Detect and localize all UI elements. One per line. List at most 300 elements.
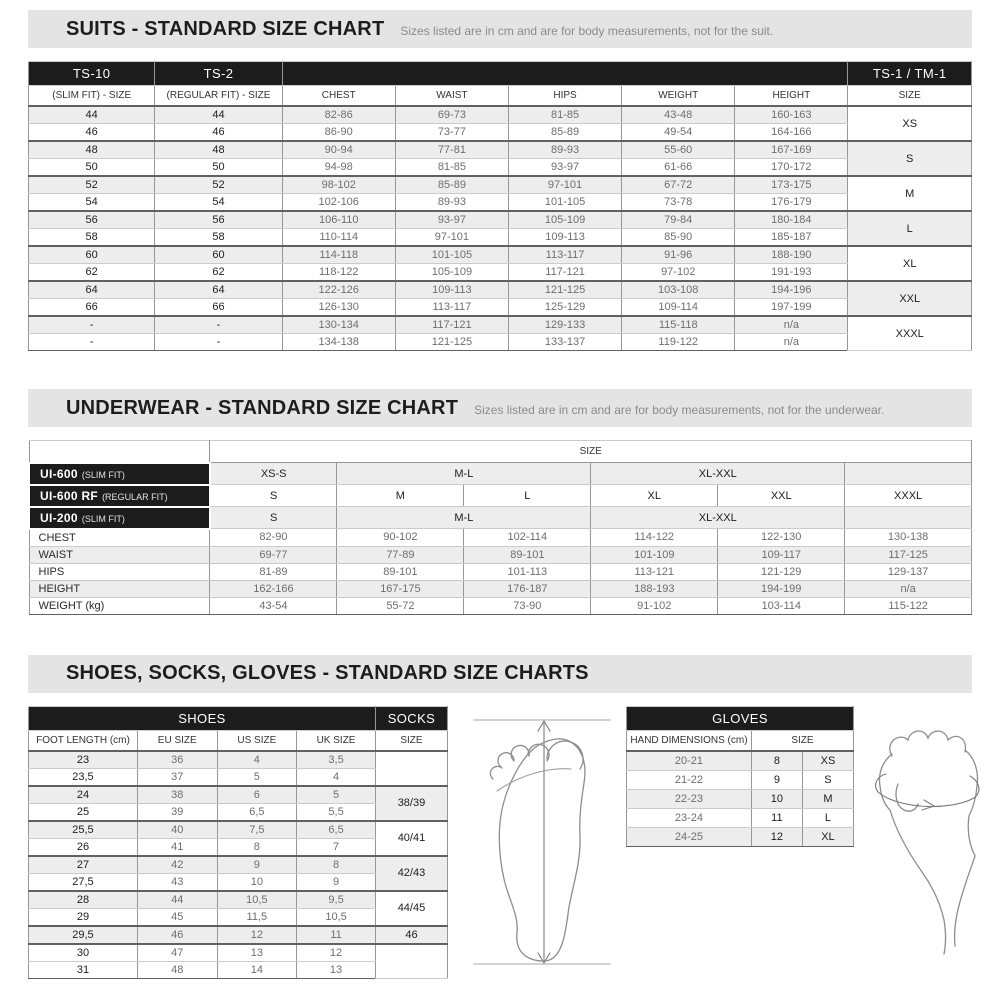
underwear-title-band bbox=[28, 389, 972, 427]
shoe-size-cell: 12 bbox=[297, 944, 376, 962]
footwear-title-band bbox=[28, 655, 972, 693]
underwear-measure-cell: 73-90 bbox=[464, 597, 591, 614]
shoe-footlength-cell: 25,5 bbox=[29, 821, 138, 839]
underwear-measure-cell: 122-130 bbox=[718, 529, 845, 547]
socks-header: SOCKS bbox=[375, 706, 447, 730]
shoe-footlength-cell: 25 bbox=[29, 803, 138, 821]
glove-letter-cell: L bbox=[802, 808, 853, 827]
suits-data-row bbox=[29, 124, 972, 142]
suit-measure-cell: 102-106 bbox=[282, 194, 395, 212]
suits-data-row bbox=[29, 176, 972, 194]
suit-measure-cell: 89-93 bbox=[395, 194, 508, 212]
suit-size-cell: 52 bbox=[29, 176, 155, 194]
shoes-subheader-row bbox=[29, 730, 448, 751]
suit-size-cell: 58 bbox=[29, 229, 155, 247]
underwear-measure-cell: 113-121 bbox=[591, 563, 718, 580]
glove-dimension-cell: 22-23 bbox=[627, 789, 752, 808]
suit-measure-cell: 55-60 bbox=[622, 141, 735, 159]
shoe-size-cell: 8 bbox=[297, 856, 376, 874]
glove-number-cell: 8 bbox=[751, 751, 802, 771]
suit-measure-cell: 115-118 bbox=[622, 316, 735, 334]
underwear-measure-cell: 129-137 bbox=[845, 563, 972, 580]
underwear-measure-row bbox=[29, 597, 972, 614]
suit-measure-cell: 121-125 bbox=[508, 281, 621, 299]
underwear-measure-row bbox=[29, 563, 972, 580]
suit-measure-cell: 105-109 bbox=[508, 211, 621, 229]
underwear-model-row bbox=[29, 485, 972, 507]
shoe-footlength-cell: 24 bbox=[29, 786, 138, 804]
suit-measure-cell: 119-122 bbox=[622, 334, 735, 351]
underwear-title: UNDERWEAR - STANDARD SIZE CHART bbox=[66, 396, 459, 419]
suit-intl-size-cell: XXL bbox=[848, 281, 972, 316]
suits-column-header: CHEST bbox=[282, 86, 395, 107]
shoe-size-cell: 13 bbox=[297, 961, 376, 978]
footwear-content-row bbox=[28, 706, 972, 983]
suits-column-header: HIPS bbox=[508, 86, 621, 107]
suits-header-spacer bbox=[282, 62, 848, 86]
underwear-size-cell: L bbox=[464, 485, 591, 507]
underwear-measure-cell: 43-54 bbox=[210, 597, 337, 614]
suit-size-cell: 52 bbox=[155, 176, 282, 194]
suit-size-cell: 64 bbox=[155, 281, 282, 299]
shoe-size-cell: 10 bbox=[217, 873, 297, 891]
suit-measure-cell: 167-169 bbox=[735, 141, 848, 159]
underwear-size-cell: M bbox=[337, 485, 464, 507]
shoe-footlength-cell: 27,5 bbox=[29, 873, 138, 891]
suit-size-cell: 54 bbox=[155, 194, 282, 212]
underwear-subtitle: Sizes listed are in cm and are for body measurements, not for the underwear. bbox=[474, 402, 885, 417]
shoes-header: SHOES bbox=[29, 706, 376, 730]
gloves-data-row bbox=[627, 827, 854, 846]
underwear-measure-label: HIPS bbox=[29, 563, 210, 580]
glove-number-cell: 10 bbox=[751, 789, 802, 808]
suits-data-row bbox=[29, 334, 972, 351]
suit-measure-cell: 109-114 bbox=[622, 299, 735, 317]
suits-section bbox=[28, 10, 972, 351]
suit-size-cell: - bbox=[29, 334, 155, 351]
underwear-measure-cell: 114-122 bbox=[591, 529, 718, 547]
shoe-footlength-cell: 27 bbox=[29, 856, 138, 874]
underwear-size-cell: S bbox=[210, 507, 337, 529]
suit-measure-cell: 85-90 bbox=[622, 229, 735, 247]
shoe-size-cell: 13 bbox=[217, 944, 297, 962]
suit-measure-cell: 130-134 bbox=[282, 316, 395, 334]
underwear-measure-cell: 109-117 bbox=[718, 546, 845, 563]
suit-measure-cell: 89-93 bbox=[508, 141, 621, 159]
underwear-measure-row bbox=[29, 529, 972, 547]
gloves-header: GLOVES bbox=[627, 706, 854, 730]
sock-size-cell bbox=[375, 944, 447, 979]
shoe-size-cell: 4 bbox=[217, 751, 297, 769]
suit-size-cell: 48 bbox=[29, 141, 155, 159]
shoe-size-cell: 47 bbox=[137, 944, 217, 962]
suit-measure-cell: 85-89 bbox=[508, 124, 621, 142]
shoe-size-cell: 43 bbox=[137, 873, 217, 891]
suit-measure-cell: 82-86 bbox=[282, 106, 395, 124]
underwear-measure-cell: 115-122 bbox=[845, 597, 972, 614]
hand-measurement-illustration bbox=[856, 712, 990, 977]
footwear-title: SHOES, SOCKS, GLOVES - STANDARD SIZE CHARTS bbox=[66, 662, 589, 684]
shoes-data-row bbox=[29, 751, 448, 769]
suit-measure-cell: 101-105 bbox=[508, 194, 621, 212]
underwear-model-fit: (SLIM FIT) bbox=[81, 513, 125, 524]
shoe-size-cell: 6,5 bbox=[217, 803, 297, 821]
suit-measure-cell: 105-109 bbox=[395, 264, 508, 282]
underwear-size-cell: M-L bbox=[337, 463, 591, 485]
suits-data-row bbox=[29, 159, 972, 177]
suit-measure-cell: 93-97 bbox=[395, 211, 508, 229]
shoe-size-cell: 9 bbox=[217, 856, 297, 874]
suits-header-ts1tm1: TS-1 / TM-1 bbox=[848, 62, 972, 86]
suit-measure-cell: 109-113 bbox=[395, 281, 508, 299]
suit-size-cell: 56 bbox=[29, 211, 155, 229]
shoe-footlength-cell: 30 bbox=[29, 944, 138, 962]
underwear-corner-cell bbox=[29, 441, 210, 463]
suit-size-cell: 60 bbox=[155, 246, 282, 264]
suit-size-cell: - bbox=[155, 334, 282, 351]
shoes-column-header: US SIZE bbox=[217, 730, 297, 751]
suit-size-cell: 58 bbox=[155, 229, 282, 247]
underwear-size-cell bbox=[845, 463, 972, 485]
gloves-data-row bbox=[627, 751, 854, 771]
suit-measure-cell: 122-126 bbox=[282, 281, 395, 299]
underwear-model-label bbox=[29, 485, 210, 507]
underwear-size-cell bbox=[845, 507, 972, 529]
underwear-measure-cell: 102-114 bbox=[464, 529, 591, 547]
suits-column-header: WEIGHT bbox=[622, 86, 735, 107]
suit-measure-cell: 106-110 bbox=[282, 211, 395, 229]
underwear-measure-label: CHEST bbox=[29, 529, 210, 547]
suits-data-row bbox=[29, 246, 972, 264]
glove-dimension-cell: 23-24 bbox=[627, 808, 752, 827]
underwear-section bbox=[28, 389, 972, 615]
underwear-size-cell: M-L bbox=[337, 507, 591, 529]
shoe-size-cell: 40 bbox=[137, 821, 217, 839]
underwear-measure-label: WAIST bbox=[29, 546, 210, 563]
shoe-size-cell: 36 bbox=[137, 751, 217, 769]
underwear-measure-cell: 81-89 bbox=[210, 563, 337, 580]
footwear-section bbox=[28, 655, 972, 983]
underwear-model-label bbox=[29, 463, 210, 485]
shoes-data-row bbox=[29, 926, 448, 944]
underwear-measure-label: WEIGHT (kg) bbox=[29, 597, 210, 614]
suit-measure-cell: 67-72 bbox=[622, 176, 735, 194]
underwear-size-cell: XXL bbox=[718, 485, 845, 507]
suit-size-cell: - bbox=[155, 316, 282, 334]
underwear-measure-cell: 89-101 bbox=[337, 563, 464, 580]
shoe-size-cell: 6,5 bbox=[297, 821, 376, 839]
suit-size-cell: 62 bbox=[29, 264, 155, 282]
suit-intl-size-cell: S bbox=[848, 141, 972, 176]
suit-size-cell: 64 bbox=[29, 281, 155, 299]
suit-measure-cell: 109-113 bbox=[508, 229, 621, 247]
shoe-size-cell: 48 bbox=[137, 961, 217, 978]
shoe-size-cell: 7 bbox=[297, 838, 376, 856]
suit-size-cell: - bbox=[29, 316, 155, 334]
glove-letter-cell: M bbox=[802, 789, 853, 808]
underwear-table bbox=[28, 440, 972, 615]
suit-size-cell: 50 bbox=[155, 159, 282, 177]
underwear-model-label bbox=[29, 507, 210, 529]
shoe-size-cell: 9 bbox=[297, 873, 376, 891]
suit-measure-cell: 188-190 bbox=[735, 246, 848, 264]
shoe-size-cell: 5 bbox=[217, 768, 297, 786]
suit-measure-cell: 97-102 bbox=[622, 264, 735, 282]
suit-measure-cell: 93-97 bbox=[508, 159, 621, 177]
suit-measure-cell: 114-118 bbox=[282, 246, 395, 264]
suit-measure-cell: 81-85 bbox=[508, 106, 621, 124]
shoe-size-cell: 12 bbox=[217, 926, 297, 944]
shoe-size-cell: 3,5 bbox=[297, 751, 376, 769]
sock-size-cell bbox=[375, 751, 447, 786]
suits-column-header: (SLIM FIT) - SIZE bbox=[29, 86, 155, 107]
shoe-size-cell: 6 bbox=[217, 786, 297, 804]
sock-size-cell: 42/43 bbox=[375, 856, 447, 891]
shoe-size-cell: 45 bbox=[137, 908, 217, 926]
suit-size-cell: 44 bbox=[155, 106, 282, 124]
gloves-subheader-row bbox=[627, 730, 854, 751]
glove-number-cell: 9 bbox=[751, 770, 802, 789]
underwear-measure-row bbox=[29, 580, 972, 597]
underwear-measure-cell: 162-166 bbox=[210, 580, 337, 597]
suit-measure-cell: 164-166 bbox=[735, 124, 848, 142]
shoe-size-cell: 10,5 bbox=[297, 908, 376, 926]
sock-size-cell: 40/41 bbox=[375, 821, 447, 856]
suit-measure-cell: 85-89 bbox=[395, 176, 508, 194]
suit-size-cell: 44 bbox=[29, 106, 155, 124]
suits-data-row bbox=[29, 211, 972, 229]
underwear-size-cell: XL-XXL bbox=[591, 507, 845, 529]
gloves-data-row bbox=[627, 770, 854, 789]
suit-measure-cell: 160-163 bbox=[735, 106, 848, 124]
gloves-table bbox=[626, 706, 854, 847]
shoe-size-cell: 7,5 bbox=[217, 821, 297, 839]
glove-letter-cell: S bbox=[802, 770, 853, 789]
shoe-footlength-cell: 29 bbox=[29, 908, 138, 926]
shoe-size-cell: 11,5 bbox=[217, 908, 297, 926]
shoes-data-row bbox=[29, 786, 448, 804]
suit-intl-size-cell: XL bbox=[848, 246, 972, 281]
suit-intl-size-cell: M bbox=[848, 176, 972, 211]
shoes-column-header: EU SIZE bbox=[137, 730, 217, 751]
suits-data-row bbox=[29, 194, 972, 212]
suit-measure-cell: 129-133 bbox=[508, 316, 621, 334]
shoe-size-cell: 10,5 bbox=[217, 891, 297, 909]
shoe-size-cell: 42 bbox=[137, 856, 217, 874]
suit-measure-cell: 98-102 bbox=[282, 176, 395, 194]
shoe-size-cell: 44 bbox=[137, 891, 217, 909]
suits-column-header: (REGULAR FIT) - SIZE bbox=[155, 86, 282, 107]
shoes-column-header: FOOT LENGTH (cm) bbox=[29, 730, 138, 751]
suits-header-ts2: TS-2 bbox=[155, 62, 282, 86]
suit-intl-size-cell: XXXL bbox=[848, 316, 972, 351]
underwear-size-cell: XL-XXL bbox=[591, 463, 845, 485]
suit-measure-cell: 97-101 bbox=[395, 229, 508, 247]
suits-data-row bbox=[29, 264, 972, 282]
suit-size-cell: 66 bbox=[29, 299, 155, 317]
suits-subtitle: Sizes listed are in cm and are for body measurements, not for the suit. bbox=[400, 23, 774, 38]
suit-measure-cell: 134-138 bbox=[282, 334, 395, 351]
underwear-measure-cell: 117-125 bbox=[845, 546, 972, 563]
underwear-measure-cell: 103-114 bbox=[718, 597, 845, 614]
gloves-header-row bbox=[627, 706, 854, 730]
suits-subheader-row bbox=[29, 86, 972, 107]
suits-data-row bbox=[29, 141, 972, 159]
underwear-measure-cell: 167-175 bbox=[337, 580, 464, 597]
gloves-table-body bbox=[627, 751, 854, 847]
suit-measure-cell: 90-94 bbox=[282, 141, 395, 159]
sock-size-cell: 46 bbox=[375, 926, 447, 944]
suit-measure-cell: 61-66 bbox=[622, 159, 735, 177]
suit-measure-cell: 121-125 bbox=[395, 334, 508, 351]
sock-size-cell: 44/45 bbox=[375, 891, 447, 926]
suit-measure-cell: 91-96 bbox=[622, 246, 735, 264]
shoes-socks-table bbox=[28, 706, 448, 979]
suit-measure-cell: 97-101 bbox=[508, 176, 621, 194]
underwear-measure-cell: 121-129 bbox=[718, 563, 845, 580]
underwear-measure-row bbox=[29, 546, 972, 563]
suits-column-header: SIZE bbox=[848, 86, 972, 107]
shoes-header-row bbox=[29, 706, 448, 730]
suit-intl-size-cell: L bbox=[848, 211, 972, 246]
glove-letter-cell: XS bbox=[802, 751, 853, 771]
suit-measure-cell: 69-73 bbox=[395, 106, 508, 124]
shoe-footlength-cell: 31 bbox=[29, 961, 138, 978]
shoe-size-cell: 5 bbox=[297, 786, 376, 804]
suits-column-header: HEIGHT bbox=[735, 86, 848, 107]
foot-length-illustration bbox=[468, 706, 616, 983]
suits-column-header: WAIST bbox=[395, 86, 508, 107]
underwear-measure-cell: n/a bbox=[845, 580, 972, 597]
suit-measure-cell: 73-78 bbox=[622, 194, 735, 212]
suit-measure-cell: 126-130 bbox=[282, 299, 395, 317]
suit-size-cell: 46 bbox=[155, 124, 282, 142]
gloves-data-row bbox=[627, 789, 854, 808]
shoes-data-row bbox=[29, 891, 448, 909]
shoe-size-cell: 5,5 bbox=[297, 803, 376, 821]
glove-number-cell: 11 bbox=[751, 808, 802, 827]
suit-measure-cell: 49-54 bbox=[622, 124, 735, 142]
gloves-size-column-header: SIZE bbox=[751, 730, 853, 751]
shoe-size-cell: 38 bbox=[137, 786, 217, 804]
suits-data-row bbox=[29, 106, 972, 124]
suits-data-row bbox=[29, 281, 972, 299]
suit-measure-cell: 117-121 bbox=[508, 264, 621, 282]
underwear-model-name: UI-600 bbox=[40, 466, 78, 481]
underwear-model-fit: (REGULAR FIT) bbox=[102, 491, 168, 502]
underwear-measure-cell: 77-89 bbox=[337, 546, 464, 563]
suit-measure-cell: 185-187 bbox=[735, 229, 848, 247]
suit-measure-cell: 194-196 bbox=[735, 281, 848, 299]
underwear-measure-cell: 90-102 bbox=[337, 529, 464, 547]
suit-size-cell: 48 bbox=[155, 141, 282, 159]
suit-measure-cell: 73-77 bbox=[395, 124, 508, 142]
underwear-measure-cell: 176-187 bbox=[464, 580, 591, 597]
suit-measure-cell: 133-137 bbox=[508, 334, 621, 351]
socks-size-column-header: SIZE bbox=[375, 730, 447, 751]
gloves-dimensions-column-header: HAND DIMENSIONS (cm) bbox=[627, 730, 752, 751]
underwear-measure-cell: 194-199 bbox=[718, 580, 845, 597]
suit-measure-cell: 113-117 bbox=[508, 246, 621, 264]
underwear-measure-cell: 130-138 bbox=[845, 529, 972, 547]
underwear-measure-cell: 101-109 bbox=[591, 546, 718, 563]
suit-measure-cell: 79-84 bbox=[622, 211, 735, 229]
suit-intl-size-cell: XS bbox=[848, 106, 972, 141]
suit-measure-cell: 103-108 bbox=[622, 281, 735, 299]
shoe-footlength-cell: 28 bbox=[29, 891, 138, 909]
suit-measure-cell: 180-184 bbox=[735, 211, 848, 229]
underwear-model-name: UI-200 bbox=[40, 510, 78, 525]
underwear-measure-label: HEIGHT bbox=[29, 580, 210, 597]
suit-measure-cell: 197-199 bbox=[735, 299, 848, 317]
underwear-size-cell: XL bbox=[591, 485, 718, 507]
glove-dimension-cell: 24-25 bbox=[627, 827, 752, 846]
suits-header-ts10: TS-10 bbox=[29, 62, 155, 86]
shoe-size-cell: 39 bbox=[137, 803, 217, 821]
suit-measure-cell: 101-105 bbox=[395, 246, 508, 264]
suit-size-cell: 54 bbox=[29, 194, 155, 212]
suit-measure-cell: 125-129 bbox=[508, 299, 621, 317]
underwear-model-row bbox=[29, 463, 972, 485]
suits-table bbox=[28, 61, 972, 351]
underwear-measure-cell: 82-90 bbox=[210, 529, 337, 547]
suit-size-cell: 62 bbox=[155, 264, 282, 282]
underwear-model-fit: (SLIM FIT) bbox=[81, 469, 125, 480]
underwear-measure-cell: 91-102 bbox=[591, 597, 718, 614]
underwear-table-body bbox=[29, 463, 972, 615]
suit-measure-cell: n/a bbox=[735, 334, 848, 351]
suit-measure-cell: 43-48 bbox=[622, 106, 735, 124]
shoe-size-cell: 4 bbox=[297, 768, 376, 786]
suit-measure-cell: 173-175 bbox=[735, 176, 848, 194]
shoe-size-cell: 14 bbox=[217, 961, 297, 978]
underwear-size-header: SIZE bbox=[210, 441, 972, 463]
suit-size-cell: 56 bbox=[155, 211, 282, 229]
suit-size-cell: 60 bbox=[29, 246, 155, 264]
suits-data-row bbox=[29, 299, 972, 317]
underwear-model-name: UI-600 RF bbox=[40, 488, 99, 503]
sock-size-cell: 38/39 bbox=[375, 786, 447, 821]
suit-measure-cell: 170-172 bbox=[735, 159, 848, 177]
shoe-size-cell: 46 bbox=[137, 926, 217, 944]
suits-header-row bbox=[29, 62, 972, 86]
gloves-data-row bbox=[627, 808, 854, 827]
suit-measure-cell: 81-85 bbox=[395, 159, 508, 177]
shoe-footlength-cell: 26 bbox=[29, 838, 138, 856]
suit-measure-cell: 94-98 bbox=[282, 159, 395, 177]
suit-measure-cell: 117-121 bbox=[395, 316, 508, 334]
glove-dimension-cell: 21-22 bbox=[627, 770, 752, 789]
suits-title: SUITS - STANDARD SIZE CHART bbox=[66, 17, 385, 40]
shoe-size-cell: 37 bbox=[137, 768, 217, 786]
suit-measure-cell: 118-122 bbox=[282, 264, 395, 282]
shoes-data-row bbox=[29, 856, 448, 874]
underwear-measure-cell: 55-72 bbox=[337, 597, 464, 614]
underwear-measure-cell: 69-77 bbox=[210, 546, 337, 563]
underwear-size-cell: XS-S bbox=[210, 463, 337, 485]
underwear-size-cell: S bbox=[210, 485, 337, 507]
shoe-size-cell: 41 bbox=[137, 838, 217, 856]
suit-measure-cell: 110-114 bbox=[282, 229, 395, 247]
shoes-column-header: UK SIZE bbox=[297, 730, 376, 751]
underwear-measure-cell: 101-113 bbox=[464, 563, 591, 580]
shoes-table-body bbox=[29, 751, 448, 979]
suits-data-row bbox=[29, 229, 972, 247]
suit-measure-cell: n/a bbox=[735, 316, 848, 334]
underwear-model-row bbox=[29, 507, 972, 529]
glove-dimension-cell: 20-21 bbox=[627, 751, 752, 771]
underwear-measure-cell: 89-101 bbox=[464, 546, 591, 563]
